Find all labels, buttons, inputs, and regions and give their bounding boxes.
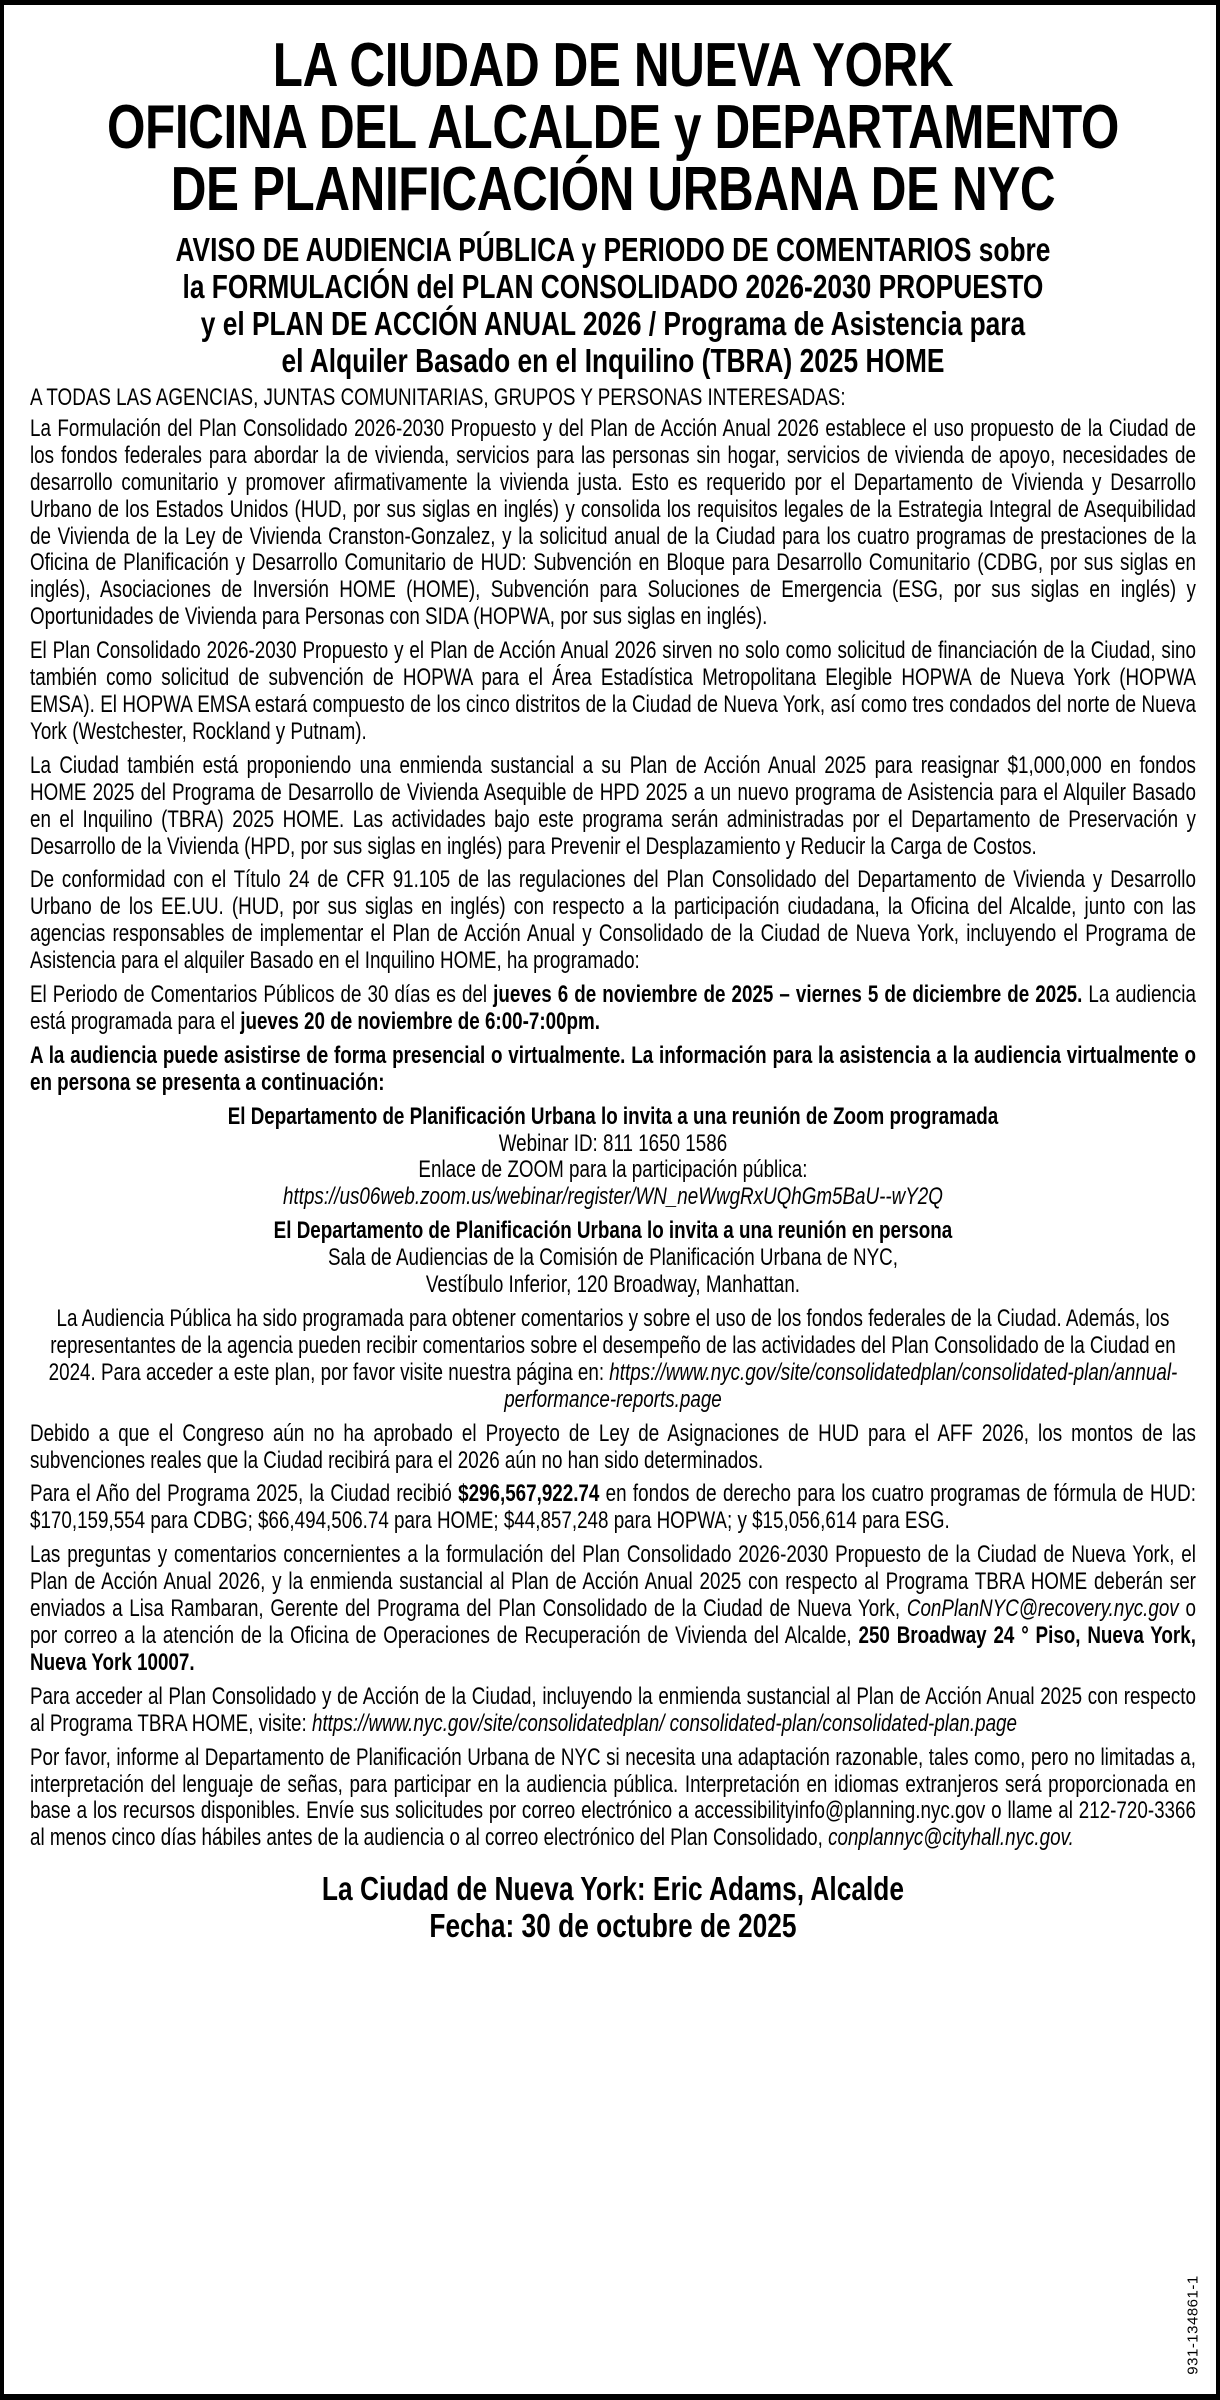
comment-period-intro: El Periodo de Comentarios Públicos de 30 días es del <box>30 982 494 1009</box>
paragraph-access <box>30 1684 1196 1738</box>
subtitle-line-2: la FORMULACIÓN del PLAN CONSOLIDADO 2026-2030 PROPUESTO <box>182 268 1044 305</box>
zoom-meeting-block <box>30 1104 1196 1212</box>
zoom-meeting-heading: El Departamento de Planificación Urbana lo invita a una reunión de Zoom programada <box>227 1103 999 1130</box>
conplan-email-link[interactable]: ConPlanNYC@recovery.nyc.gov <box>906 1596 1179 1623</box>
in-person-meeting-heading: El Departamento de Planificación Urbana lo invita a una reunión en persona <box>273 1218 953 1245</box>
notice-body <box>30 385 1196 1852</box>
paragraph-questions <box>30 1542 1196 1677</box>
paragraph-attendance: A la audiencia puede asistirse de forma presencial o virtualmente. La información para la asistencia a la audiencia virtualmente o en persona se presenta a continuación: <box>30 1042 1196 1096</box>
zoom-link-label: Enlace de ZOOM para la participación pública: <box>418 1157 808 1184</box>
performance-text: La Audiencia Pública ha sido programada para obtener comentarios y sobre el uso de los fondos federales de la Ciudad. Además, los representantes de la agencia pueden recibir comentarios sobre el desempeño de las actividades del Plan Consolidado de la Ciudad en 2024. Para acceder a este plan, por favor visite nuestra página en: <box>48 1306 1176 1386</box>
funding-breakdown: en fondos de derecho para los cuatro programas de fórmula de HUD: $170,159,554 para CDBG; $66,494,506.74 para HOME; $44,857,248 para HOPWA; y $15,056,614 para ESG. <box>30 1481 1196 1535</box>
webinar-id: Webinar ID: 811 1650 1586 <box>498 1130 728 1157</box>
subtitle-line-3: y el PLAN DE ACCIÓN ANUAL 2026 / Programa de Asistencia para <box>200 305 1026 342</box>
paragraph-appropriations: Debido a que el Congreso aún no ha aprobado el Proyecto de Ley de Asignaciones de HUD para el AFF 2026, los montos de las subvenciones reales que la Ciudad recibirá para el 2026 aún no han sido determinados. <box>30 1420 1196 1474</box>
ad-reference-code <box>1184 2267 1202 2383</box>
notice-title <box>30 31 1196 224</box>
hearing-intro: La audiencia está programada para el <box>30 982 1196 1035</box>
meeting-location-line-1: Sala de Audiencias de la Comisión de Planificación Urbana de NYC, <box>327 1245 898 1272</box>
notice-content <box>30 5 1196 1944</box>
ad-code-text: 931-134861-1 <box>1184 2275 1202 2375</box>
paragraph-performance <box>30 1306 1196 1414</box>
subtitle-line-1 <box>30 231 1196 268</box>
comment-period-dates: jueves 6 de noviembre de 2025 – viernes 5 de diciembre de 2025. <box>493 982 1083 1009</box>
hearing-datetime: jueves 20 de noviembre de 6:00-7:00pm. <box>240 1008 601 1035</box>
paragraph-accommodation <box>30 1745 1196 1853</box>
questions-mail-text: o por correo a la atención de la Oficina de Operaciones de Recuperación de Vivienda del Alcalde, <box>30 1596 1196 1649</box>
performance-report-link[interactable]: https://www.nyc.gov/site/consolidatedplan/consolidated-plan/annual-performance-reports.page <box>504 1359 1178 1413</box>
title-line-3: DE PLANIFICACIÓN URBANA DE NYC <box>170 155 1056 224</box>
paragraph-cfr: De conformidad con el Título 24 de CFR 91.105 de las regulaciones del Plan Consolidado del Departamento de Vivienda y Desarrollo Urbano de los EE.UU. (HUD, por sus siglas en inglés) con respecto a la participación ciudadana, la Oficina del Alcalde, junto con las agencias responsables de implementar el Plan de Acción Anual y Consolidado de la Ciudad de Nueva York, incluyendo el Programa de Asistencia para el alquiler Basado en el Inquilino HOME, ha programado: <box>30 867 1196 975</box>
funding-total: $296,567,922.74 <box>458 1481 600 1508</box>
paragraph-comment-period <box>30 982 1196 1036</box>
subtitle-line-1-bold: AVISO DE AUDIENCIA PÚBLICA y PERIODO DE COMENTARIOS <box>175 231 972 268</box>
notice-subtitle <box>30 231 1196 379</box>
zoom-registration-link[interactable]: https://us06web.zoom.us/webinar/register/WN_neWwgRxUQhGm5BaU--wY2Q <box>283 1184 943 1211</box>
access-intro: Para acceder al Plan Consolidado y de Acción de la Ciudad, incluyendo la enmienda sustancial al Plan de Acción Anual 2025 con respecto al Programa TBRA HOME, visite: <box>30 1683 1196 1737</box>
subtitle-line-1-rest: sobre <box>971 231 1051 268</box>
title-line-1: LA CIUDAD DE NUEVA YORK <box>272 31 954 100</box>
paragraph-hopwa: El Plan Consolidado 2026-2030 Propuesto y el Plan de Acción Anual 2026 sirven no solo como solicitud de financiación de la Ciudad, sino también como solicitud de subvención de HOPWA para el Área Estadística Metropolitana Elegible HOPWA de Nueva York (HOPWA EMSA). El HOPWA EMSA estará compuesto de los cinco distritos de la Ciudad de Nueva York, así como tres condados del norte de Nueva York (Westchester, Rockland y Putnam). <box>30 638 1196 745</box>
paragraph-amendment: La Ciudad también está proponiendo una enmienda sustancial a su Plan de Acción Anual 2025 para reasignar $1,000,000 en fondos HOME 2025 del Programa de Desarrollo de Vivienda Asequible de HPD 2025 a un nuevo programa de Asistencia para el Alquiler Basado en el Inquilino (TBRA) 2025 HOME. Las actividades bajo este programa serán administradas por el Departamento de Preservación y Desarrollo de la Vivienda (HPD, por sus siglas en inglés) para Prevenir el Desplazamiento y Reducir la Carga de Costos. <box>30 752 1196 860</box>
mailing-address: 250 Broadway 24 ° Piso, Nueva York, Nueva York 10007. <box>30 1622 1196 1676</box>
accommodation-text: Por favor, informe al Departamento de Planificación Urbana de NYC si necesita una adaptación razonable, tales como, pero no limitadas a, interpretación del lenguaje de señas, para participar en la audiencia pública. Interpretación en idiomas extranjeros será proporcionada en base a los recursos disponibles. Envíe sus solicitudes por correo electrónico a accessibilityinfo@planning.nyc.gov o llame al 212-720-3366 al menos cinco días hábiles antes de la audiencia o al correo electrónico del Plan Consolidado, <box>30 1744 1196 1852</box>
meeting-location-line-2: Vestíbulo Inferior, 120 Broadway, Manhattan. <box>425 1272 801 1299</box>
signoff-date: Fecha: 30 de octubre de 2025 <box>429 1907 797 1945</box>
paragraph-formulation: La Formulación del Plan Consolidado 2026-2030 Propuesto y del Plan de Acción Anual 2026 establece el uso propuesto de la Ciudad de los fondos federales para abordar la de vivienda, servicios para las personas sin hogar, servicios de vivienda de apoyo, necesidades de desarrollo comunitario y promover afirmativamente la vivienda justa. Esto es requerido por el Departamento de Vivienda y Desarrollo Urbano de los Estados Unidos (HUD, por sus siglas en inglés) y consolida los requisitos legales de la Estrategia Integral de Asequibilidad de Vivienda de la Ley de Vivienda Cranston-Gonzalez, y la solicitud anual de la Ciudad para los cuatro programas de prestaciones de la Oficina de Planificación y Desarrollo Comunitario de HUD: Subvención en Bloque para Desarrollo Comunitario (CDBG, por sus siglas en inglés), Asociaciones de Inversión HOME (HOME), Subvención para Soluciones de Emergencia (ESG, por sus siglas en inglés) y Oportunidades de Vivienda para Personas con SIDA (HOPWA, por sus siglas en inglés). <box>30 415 1196 631</box>
title-line-2: OFICINA DEL ALCALDE y DEPARTAMENTO <box>106 93 1119 162</box>
notice-signoff <box>30 1870 1196 1944</box>
in-person-meeting-block <box>30 1218 1196 1299</box>
salutation: A TODAS LAS AGENCIAS, JUNTAS COMUNITARIAS, GRUPOS Y PERSONAS INTERESADAS: <box>30 385 846 411</box>
signoff-mayor: La Ciudad de Nueva York: Eric Adams, Alcalde <box>321 1870 905 1908</box>
cityhall-email-link[interactable]: conplannyc@cityhall.nyc.gov. <box>828 1825 1074 1852</box>
questions-intro: Las preguntas y comentarios concernientes a la formulación del Plan Consolidado 2026-2030 Propuesto de la Ciudad de Nueva York, el Plan de Acción Anual 2026, y la enmienda sustancial al Plan de Acción Anual 2025 con respecto al Programa TBRA HOME deberán ser enviados a Lisa Rambaran, Gerente del Programa del Plan Consolidado de la Ciudad de Nueva York, <box>30 1542 1196 1623</box>
consolidated-plan-link[interactable]: https://www.nyc.gov/site/consolidatedplan/ consolidated-plan/consolidated-plan.page <box>311 1710 1017 1737</box>
paragraph-funding <box>30 1481 1196 1535</box>
subtitle-line-4: el Alquiler Basado en el Inquilino (TBRA) 2025 HOME <box>281 342 945 379</box>
funding-intro: Para el Año del Programa 2025, la Ciudad recibió <box>30 1481 459 1508</box>
